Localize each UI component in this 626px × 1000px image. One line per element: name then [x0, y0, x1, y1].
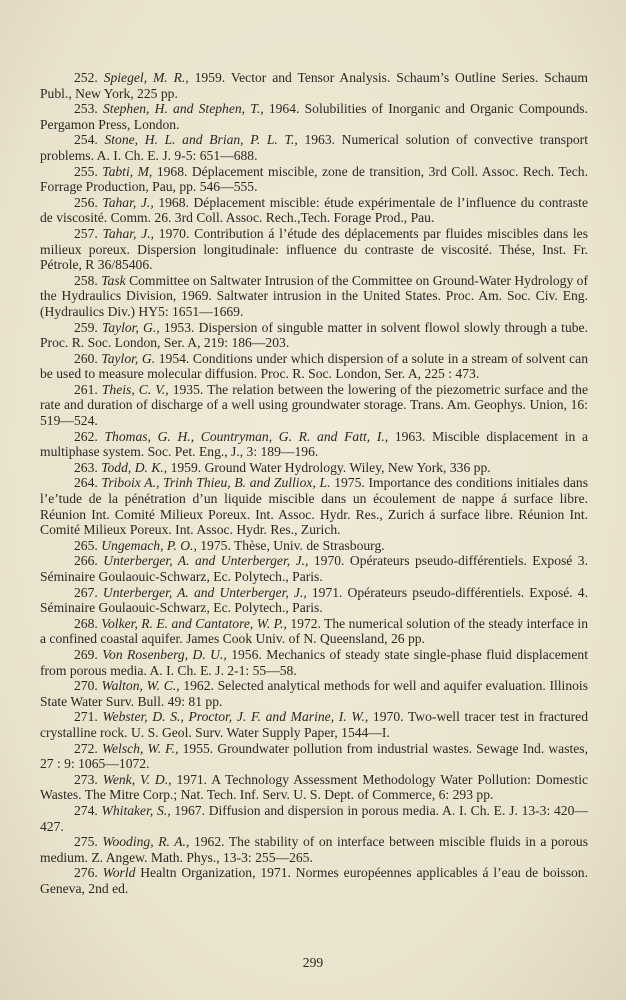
- reference-authors: Webster, D. S., Proctor, J. F. and Marine, I. W.,: [102, 709, 369, 725]
- reference-number: 273.: [74, 771, 98, 787]
- reference-number: 254.: [74, 132, 98, 148]
- page-number: 299: [302, 955, 324, 970]
- reference-number: 268.: [74, 615, 98, 631]
- reference-authors: Von Rosenberg, D. U.,: [102, 646, 227, 662]
- reference-text: 1953. Dispersion of singuble matter in solvent flowol slowly through a tube. Proc. R. Soc. London, Ser. A, 219: 186—203.: [40, 319, 588, 351]
- reference-text: 1970. Two-well tracer test in fractured crystalline rock. U. S. Geol. Surv. Water Supply Paper, 1544—I.: [40, 709, 588, 740]
- reference-entry: [40, 70, 588, 101]
- reference-number: 271.: [74, 709, 98, 725]
- reference-text: 1959. Vector and Tensor Analysis. Schaum’s Outline Series. Schaum Publ., New York, 225 pp.: [40, 70, 588, 101]
- reference-text: 1970. Contribution á l’étude des déplacements par fluides miscibles dans les milieux poreux. Dispersion longitudinale: influence du contraste de viscosité. Thése, Inst. Fr. Pétrole, R 36/85406.: [40, 225, 588, 273]
- reference-text: 1971. Opérateurs pseudo-différentiels. Exposé. 4. Séminaire Goulaouic-Schwarz, Ec. Polytech., Paris.: [40, 584, 588, 616]
- reference-text: 1963. Miscible displacement in a multiphase system. Soc. Pet. Eng., J., 3: 189—196.: [40, 428, 588, 460]
- reference-number: 256.: [74, 194, 98, 210]
- reference-authors: World: [102, 865, 136, 881]
- reference-text: 1954. Conditions under which dispersion of a solute in a stream of solvent can be used to measure molecular diffusion. Proc. R. Soc. London, Ser. A, 225 : 473.: [40, 350, 588, 382]
- reference-number: 275.: [74, 834, 98, 850]
- reference-number: 263.: [74, 459, 98, 475]
- reference-authors: Stephen, H. and Stephen, T.,: [103, 101, 264, 117]
- reference-number: 266.: [74, 553, 98, 569]
- reference-entry: [40, 772, 588, 803]
- reference-number: 272.: [74, 740, 98, 756]
- reference-authors: Volker, R. E. and Cantatore, W. P.,: [101, 615, 287, 631]
- reference-authors: Unterberger, A. and Unterberger, J.,: [103, 553, 309, 569]
- reference-authors: Wooding, R. A.,: [102, 834, 190, 850]
- reference-entry: [40, 164, 588, 195]
- reference-entry: [40, 226, 588, 273]
- reference-text: Healtn Organization, 1971. Normes européennes applicables á l’eau de boisson. Geneva, 2nd ed.: [40, 865, 588, 896]
- reference-entry: [40, 351, 588, 382]
- reference-text: 1962. The stability of on interface between miscible fluids in a porous medium. Z. Angew. Math. Phys., 13-3: 255—265.: [40, 834, 589, 865]
- reference-entry: [40, 320, 588, 351]
- reference-text: 1975. Thèse, Univ. de Strasbourg.: [196, 537, 385, 553]
- reference-text: 1971. A Technology Assessment Methodology Water Pollution: Domestic Wastes. The Mitre Corp.; Nat. Tech. Inf. Serv. U. S. Dept. of Commerce, 6: 293 pp.: [40, 771, 589, 803]
- reference-text: 1964. Solubilities of Inorganic and Organic Compounds. Pergamon Press, London.: [40, 101, 588, 132]
- reference-authors: Walton, W. C.,: [101, 678, 180, 694]
- reference-entry: [40, 382, 588, 429]
- reference-entry: [40, 475, 588, 537]
- reference-authors: Tabti, M,: [102, 163, 153, 179]
- reference-authors: Tahar, J.,: [102, 194, 154, 210]
- reference-entry: [40, 195, 588, 226]
- reference-number: 257.: [74, 225, 98, 241]
- reference-number: 253.: [74, 101, 98, 117]
- reference-authors: Taylor, G.,: [101, 319, 160, 335]
- reference-authors: Wenk, V. D.,: [102, 771, 172, 787]
- reference-entry: [40, 538, 588, 554]
- reference-entry: [40, 585, 588, 616]
- reference-authors: Whitaker, S.,: [101, 802, 171, 818]
- reference-text: 1970. Opérateurs pseudo-différentiels. Exposé 3. Séminaire Goulaouic-Schwarz, Ec. Polytech., Paris.: [40, 553, 588, 584]
- reference-authors: Tahar, J.,: [102, 225, 155, 241]
- reference-number: 267.: [74, 584, 98, 600]
- reference-entry: [40, 460, 588, 476]
- reference-number: 255.: [74, 163, 98, 179]
- reference-text: 1967. Diffusion and dispersion in porous media. A. I. Ch. E. J. 13-3: 420—427.: [40, 802, 588, 834]
- reference-text: 1956. Mechanics of steady state single-phase fluid displacement from porous media. A. I. Ch. E. J. 2-1: 55—58.: [40, 646, 588, 678]
- reference-text: 1963. Numerical solution of convective transport problems. A. I. Ch. E. J. 9-5: 651—688.: [40, 132, 588, 163]
- reference-number: 259.: [74, 319, 98, 335]
- reference-text: 1975. Importance des conditions initiales dans l’e’tude de la pénétration d’un liquide miscible dans un écoulement de nappe á surface libre. Réunion Int. Comité Milieux Poreux. Int. Assoc. Hydr. Res., Zurich á surface libre. Réunion Int. Comité Milieux Poreux. Int. Assoc. Hydr. Res., Zurich.: [40, 475, 588, 538]
- reference-authors: Theis, C. V.,: [101, 381, 169, 397]
- reference-entry: [40, 803, 588, 834]
- reference-authors: Thomas, G. H., Countryman, G. R. and Fatt, I.,: [104, 428, 389, 444]
- reference-entry: [40, 865, 588, 896]
- reference-authors: Spiegel, M. R.,: [103, 70, 189, 85]
- reference-text: 1959. Ground Water Hydrology. Wiley, New York, 336 pp.: [167, 459, 491, 475]
- reference-entry: [40, 553, 588, 584]
- reference-number: 270.: [74, 678, 98, 694]
- reference-entry: [40, 273, 588, 320]
- reference-text: 1968. Déplacement miscible: étude expérimentale de l’influence du contraste de viscosité. Comm. 26. 3rd Coll. Assoc. Rech.,Tech. Forage Prod., Pau.: [40, 194, 588, 226]
- reference-authors: Welsch, W. F.,: [101, 740, 179, 756]
- reference-number: 258.: [74, 272, 98, 288]
- reference-authors: Taylor, G.: [101, 350, 156, 366]
- reference-text: 1968. Déplacement miscible, zone de transition, 3rd Coll. Assoc. Rech. Tech. Forrage Production, Pau, pp. 546—555.: [40, 163, 589, 195]
- reference-authors: Stone, H. L. and Brian, P. L. T.,: [104, 132, 298, 148]
- reference-number: 274.: [74, 802, 98, 818]
- reference-list: [40, 70, 588, 896]
- reference-entry: [40, 678, 588, 709]
- reference-text: 1962. Selected analytical methods for well and aquifer evaluation. Illinois State Water Surv. Bull. 49: 81 pp.: [40, 678, 588, 709]
- reference-number: 261.: [74, 381, 98, 397]
- reference-authors: Todd, D. K.,: [101, 459, 168, 475]
- reference-number: 276.: [74, 865, 98, 881]
- reference-entry: [40, 741, 588, 772]
- reference-entry: [40, 132, 588, 163]
- reference-authors: Ungemach, P. O.,: [101, 537, 197, 553]
- reference-authors: Triboix A., Trinh Thieu, B. and Zulliox, L.: [101, 475, 331, 491]
- reference-authors: Task: [101, 272, 126, 288]
- reference-number: 262.: [74, 428, 98, 444]
- reference-number: 264.: [74, 475, 98, 491]
- reference-entry: [40, 834, 588, 865]
- reference-text: 1935. The relation between the lowering of the piezometric surface and the rate and duration of discharge of a well using groundwater storage. Trans. Am. Geophys. Union, 16: 519—524.: [40, 381, 589, 429]
- reference-entry: [40, 616, 588, 647]
- reference-entry: [40, 647, 588, 678]
- reference-entry: [40, 709, 588, 740]
- reference-number: 252.: [74, 70, 98, 85]
- reference-text: 1972. The numerical solution of the steady interface in a confined coastal aquifer. James Cook Univ. of N. Queensland, 26 pp.: [40, 615, 588, 647]
- reference-number: 265.: [74, 537, 98, 553]
- reference-number: 269.: [74, 646, 98, 662]
- reference-authors: Unterberger, A. and Unterberger, J.,: [102, 584, 307, 600]
- reference-text: Committee on Saltwater Intrusion of the Committee on Ground-Water Hydrology of the Hydraulics Division, 1969. Saltwater intrusion in the United States. Proc. Am. Soc. Civ. Eng. (Hydraulics Div.) HY5: 1651—1669.: [40, 272, 588, 319]
- reference-entry: [40, 429, 588, 460]
- reference-number: 260.: [74, 350, 98, 366]
- reference-entry: [40, 101, 588, 132]
- reference-text: 1955. Groundwater pollution from industrial wastes. Sewage Ind. wastes, 27 : 9: 1065—1072.: [40, 740, 588, 772]
